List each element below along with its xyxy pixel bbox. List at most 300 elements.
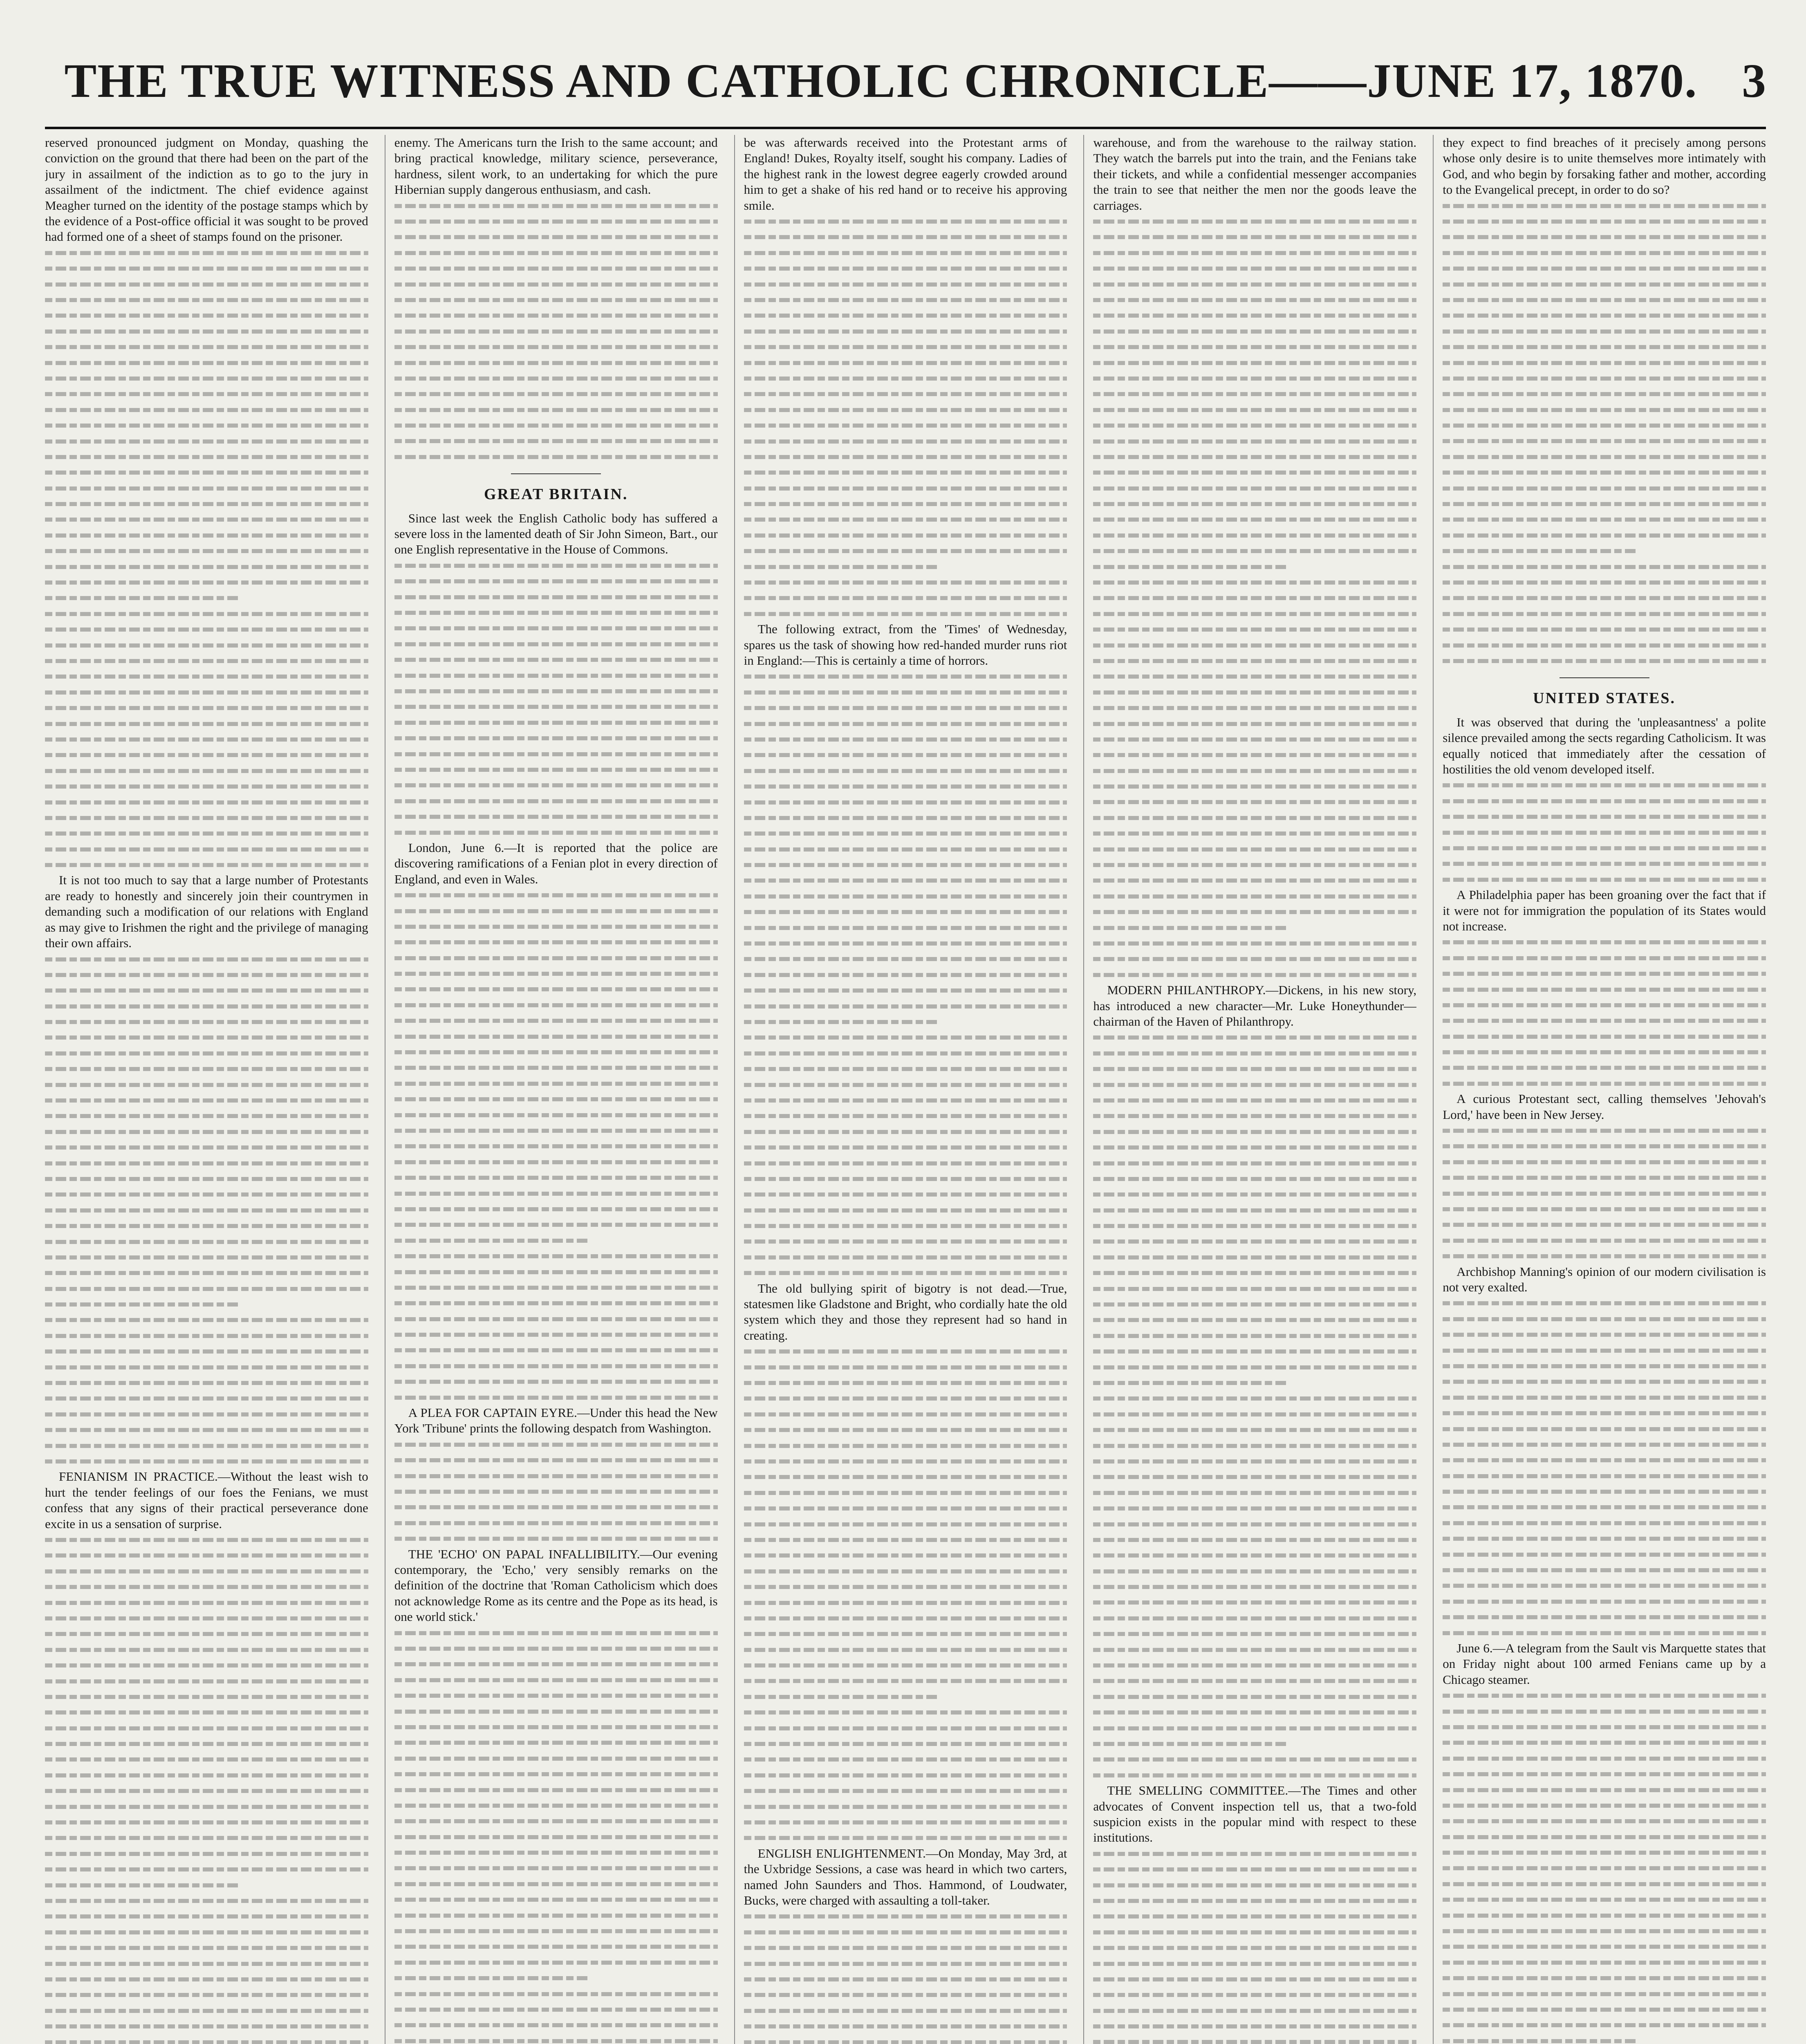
text-line <box>744 1077 1067 1092</box>
text-line <box>45 1186 368 1202</box>
text-line <box>394 245 718 260</box>
article-paragraph: It was observed that during the 'unpleasantness' a polite silence prevailed among the sects regarding Catholicism. It was equally noticed that immediately after the cessation of hostilities the old venom developed itself. <box>1443 715 1766 776</box>
text-line <box>744 355 1067 370</box>
text-line <box>744 245 1067 260</box>
text-line <box>744 1233 1067 1249</box>
text-line <box>394 1719 718 1735</box>
text-line <box>45 1751 368 1767</box>
text-line <box>394 1280 718 1295</box>
text-line <box>45 590 239 605</box>
text-line <box>1093 590 1416 605</box>
text-line <box>1093 464 1416 480</box>
text-line <box>45 1029 368 1045</box>
text-line <box>744 213 1067 229</box>
text-line <box>1443 1954 1766 1970</box>
text-line <box>394 966 718 981</box>
text-line <box>45 794 368 810</box>
text-line <box>394 809 718 824</box>
article-paragraph: June 6.—A telegram from the Sault vis Marquette states that on Friday night about 100 armed Fenians came up by a Chicago steamer. <box>1443 1641 1766 1687</box>
text-line <box>1093 1155 1416 1171</box>
text-line <box>744 778 1067 794</box>
text-line <box>1093 1438 1416 1453</box>
text-line <box>1093 967 1416 982</box>
text-line <box>394 573 718 589</box>
text-line <box>1443 1248 1766 1264</box>
text-line <box>1443 402 1766 417</box>
text-line <box>1093 1846 1416 1861</box>
text-line <box>1443 511 1766 527</box>
text-line <box>394 887 718 903</box>
text-line <box>394 1311 718 1327</box>
text-line <box>394 1656 718 1672</box>
text-line <box>45 1281 368 1296</box>
text-line <box>744 1045 1067 1061</box>
text-line <box>1443 543 1636 558</box>
text-line <box>744 1485 1067 1500</box>
text-line <box>394 1091 718 1107</box>
text-line <box>1093 1626 1416 1641</box>
text-line <box>1443 1029 1766 1044</box>
text-line <box>394 950 718 966</box>
text-line <box>744 1971 1067 1987</box>
text-line <box>1443 637 1766 653</box>
text-line <box>45 982 368 998</box>
text-line <box>744 1720 1067 1736</box>
text-line <box>744 2003 1067 2018</box>
text-line <box>394 1327 718 1342</box>
text-line <box>1093 1485 1416 1500</box>
page-number: 3 <box>1742 54 1766 108</box>
text-line <box>744 1767 1067 1783</box>
body-text-block <box>1093 1846 1416 2044</box>
text-line <box>45 339 368 354</box>
text-line <box>744 559 938 574</box>
text-line <box>45 1155 368 1171</box>
text-line <box>1443 198 1766 213</box>
text-line <box>45 276 368 292</box>
text-line <box>394 715 718 730</box>
text-line <box>1093 1328 1416 1343</box>
text-line <box>744 998 1067 1014</box>
text-line <box>1443 433 1766 448</box>
text-line <box>45 480 368 496</box>
text-line <box>394 1923 718 1939</box>
text-line <box>1093 1265 1416 1280</box>
text-line <box>1443 1437 1766 1452</box>
text-line <box>744 888 1067 904</box>
text-line <box>45 260 368 276</box>
text-line <box>45 1971 368 1987</box>
text-line <box>45 998 368 1014</box>
body-text-block <box>45 951 368 1469</box>
text-line <box>1093 386 1416 401</box>
article-paragraph: they expect to find breaches of it precisely among persons whose only desire is to unite themselves more intimately with God, and who begin by forsaking father and mother, according to the Evangelical precept, in order to do so? <box>1443 135 1766 197</box>
text-line <box>1443 1719 1766 1735</box>
text-line <box>45 1987 368 2002</box>
text-line <box>45 1390 368 1406</box>
text-line <box>1093 1971 1416 1987</box>
text-line <box>394 213 718 229</box>
body-text-block <box>394 1625 718 2044</box>
text-line <box>394 668 718 683</box>
text-line <box>45 559 368 574</box>
text-line <box>1443 2033 1636 2044</box>
text-line <box>394 699 718 714</box>
text-line <box>1093 574 1416 590</box>
text-line <box>45 449 368 464</box>
text-line <box>744 1061 1067 1076</box>
text-line <box>394 1782 718 1797</box>
text-line <box>744 1202 1067 1218</box>
section-rule <box>511 473 601 474</box>
text-line <box>1093 1045 1416 1061</box>
text-line <box>394 1186 718 1201</box>
article-paragraph: A curious Protestant sect, calling themselves 'Jehovah's Lord,' have been in New Jersey. <box>1443 1091 1766 1122</box>
text-line <box>394 449 718 464</box>
text-line <box>744 2018 1067 2034</box>
text-line <box>1443 1311 1766 1327</box>
text-line <box>45 810 368 825</box>
text-line <box>45 841 368 857</box>
text-line <box>1443 934 1766 950</box>
text-line <box>744 1092 1067 1108</box>
text-line <box>394 229 718 244</box>
text-line <box>1093 1124 1416 1139</box>
text-line <box>1093 1767 1416 1783</box>
section-rule <box>1560 677 1649 678</box>
text-line <box>1093 1312 1416 1327</box>
text-line <box>1443 1154 1766 1170</box>
text-line <box>744 1830 1067 1845</box>
text-line <box>744 1438 1067 1453</box>
text-line <box>744 2034 1067 2044</box>
text-line <box>394 1342 718 1358</box>
text-line <box>1443 370 1766 386</box>
text-line <box>1093 1108 1416 1123</box>
text-line <box>744 904 1067 919</box>
text-line <box>45 1375 368 1390</box>
text-line <box>1093 1532 1416 1547</box>
text-line <box>744 841 1067 857</box>
newspaper-page <box>45 25 1766 2044</box>
text-line <box>744 1532 1067 1547</box>
body-text-block <box>1443 1688 1766 2044</box>
text-line <box>1443 1546 1766 1562</box>
text-line <box>45 1045 368 1061</box>
text-line <box>1443 1750 1766 1766</box>
text-line <box>394 1107 718 1123</box>
text-line <box>1443 1766 1766 1782</box>
text-line <box>1093 213 1416 229</box>
text-line <box>1093 794 1416 809</box>
text-line <box>1443 464 1766 480</box>
text-line <box>1093 496 1416 511</box>
text-line <box>1093 747 1416 762</box>
text-line <box>394 1892 718 1907</box>
text-line <box>744 1689 938 1704</box>
text-line <box>744 1108 1067 1123</box>
text-line <box>394 934 718 950</box>
text-line <box>1443 1907 1766 1923</box>
text-line <box>1093 1704 1416 1720</box>
body-text-block <box>744 1908 1067 2044</box>
text-line <box>1093 1689 1416 1704</box>
text-line <box>1443 777 1766 793</box>
text-line <box>45 1547 368 1563</box>
text-line <box>45 716 368 731</box>
text-line <box>744 1924 1067 1940</box>
text-line <box>1443 1499 1766 1515</box>
text-line <box>45 951 368 967</box>
text-line <box>394 1703 718 1719</box>
text-line <box>1443 872 1766 887</box>
article-paragraph: Since last week the English Catholic body has suffered a severe loss in the lamented death of Sir John Simeon, Bart., our one English representative in the House of Commons. <box>394 511 718 557</box>
text-line <box>744 1783 1067 1798</box>
text-line <box>744 747 1067 762</box>
text-line <box>1093 2034 1416 2044</box>
text-line <box>394 762 718 777</box>
text-line <box>1093 1736 1287 1751</box>
text-line <box>744 731 1067 747</box>
text-line <box>1093 778 1416 794</box>
text-line <box>1093 1673 1416 1688</box>
text-line <box>1443 2001 1766 2017</box>
text-line <box>744 229 1067 244</box>
text-line <box>394 1044 718 1060</box>
body-text-block <box>1443 1123 1766 1264</box>
text-line <box>1093 1359 1416 1375</box>
text-line <box>45 747 368 762</box>
text-line <box>45 245 368 260</box>
text-line <box>744 1500 1067 1516</box>
text-line <box>1093 1940 1416 1955</box>
text-line <box>45 1234 368 1249</box>
text-line <box>45 1406 368 1422</box>
text-line <box>45 731 368 747</box>
article-paragraph: It is not too much to say that a large number of Protestants are ready to honestly and sincerely join their countrymen in demanding such a modification of our relations with England as may give to Irishmen the right and the privilege of managing their own affairs. <box>45 873 368 950</box>
text-line <box>1443 1233 1766 1248</box>
text-line <box>1443 1939 1766 1954</box>
text-line <box>744 967 1067 982</box>
body-text-block <box>394 887 718 1405</box>
body-text-block <box>45 1532 368 2044</box>
text-line <box>1093 1343 1416 1359</box>
text-line <box>1443 1860 1766 1876</box>
text-line <box>1443 1484 1766 1499</box>
text-line <box>45 1312 368 1327</box>
text-line <box>45 1814 368 1830</box>
text-line <box>744 716 1067 731</box>
text-line <box>394 997 718 1013</box>
text-line <box>744 1265 1067 1280</box>
text-line <box>744 1736 1067 1751</box>
text-line <box>1443 982 1766 997</box>
text-line <box>744 1987 1067 2002</box>
text-line <box>45 1673 368 1689</box>
text-line <box>744 763 1067 778</box>
text-line <box>45 1014 368 1029</box>
text-line <box>45 1579 368 1594</box>
text-line <box>744 606 1067 621</box>
text-line <box>45 355 368 370</box>
text-line <box>744 449 1067 464</box>
text-line <box>45 1359 368 1375</box>
text-line <box>45 857 368 872</box>
text-line <box>394 1138 718 1154</box>
text-line <box>744 1139 1067 1155</box>
text-line <box>1443 1923 1766 1939</box>
text-line <box>45 1877 239 1893</box>
text-line <box>394 1390 718 1405</box>
body-text-block <box>394 558 718 840</box>
text-line <box>1443 1138 1766 1154</box>
text-line <box>1443 825 1766 840</box>
body-text-block <box>1443 777 1766 887</box>
text-line <box>45 464 368 480</box>
text-line <box>45 402 368 417</box>
text-line <box>394 1766 718 1782</box>
body-text-block <box>1443 934 1766 1091</box>
text-line <box>45 1908 368 1924</box>
text-line <box>394 370 718 386</box>
text-line <box>394 1029 718 1044</box>
text-line <box>45 1108 368 1123</box>
text-line <box>1093 1077 1416 1092</box>
text-line <box>1443 1452 1766 1468</box>
article-paragraph: reserved pronounced judgment on Monday, quashing the conviction on the ground that there had been on the part of the jury in assailment of the indiction as to go to the jury in assailment of the indictment. The chief evidence against Meagher turned on the identity of the postage stamps which by the evidence of a Post-office official it was sought to be proved had formed one of a sheet of stamps found on the prisoner. <box>45 135 368 244</box>
text-line <box>394 1813 718 1829</box>
text-line <box>1093 1657 1416 1673</box>
text-line <box>394 777 718 793</box>
body-text-block <box>1093 213 1416 982</box>
text-line <box>1443 1813 1766 1829</box>
text-line <box>1443 1421 1766 1437</box>
text-line <box>1443 590 1766 605</box>
text-line <box>1093 1547 1416 1563</box>
text-line <box>45 825 368 841</box>
text-line <box>1093 323 1416 339</box>
text-line <box>45 1767 368 1783</box>
text-line <box>1093 1861 1416 1877</box>
text-line <box>394 605 718 620</box>
text-line <box>394 198 718 213</box>
text-line <box>1443 417 1766 433</box>
text-line <box>394 1876 718 1892</box>
text-line <box>744 1186 1067 1202</box>
text-line <box>1443 1390 1766 1405</box>
text-line <box>394 825 718 840</box>
text-line <box>45 2003 368 2018</box>
text-line <box>1093 1500 1416 1516</box>
text-line <box>744 1469 1067 1484</box>
text-line <box>45 1077 368 1092</box>
text-line <box>1093 543 1416 558</box>
text-line <box>1093 449 1416 464</box>
text-line <box>394 307 718 323</box>
text-line <box>1443 1531 1766 1546</box>
text-line <box>1093 1061 1416 1076</box>
text-line <box>1443 809 1766 824</box>
text-line <box>1443 229 1766 244</box>
text-line <box>1443 1688 1766 1703</box>
text-line <box>394 652 718 667</box>
text-line <box>45 417 368 433</box>
text-line <box>1443 1594 1766 1609</box>
text-line <box>744 1610 1067 1626</box>
text-line <box>1093 1406 1416 1422</box>
article-columns <box>45 135 1766 2044</box>
text-line <box>1443 1797 1766 1813</box>
text-line <box>744 1751 1067 1767</box>
text-line <box>394 1076 718 1091</box>
text-line <box>1093 245 1416 260</box>
text-line <box>1093 1563 1416 1579</box>
text-line <box>1443 653 1766 668</box>
text-line <box>1093 684 1416 700</box>
text-line <box>1443 1625 1766 1641</box>
text-line <box>1443 1578 1766 1593</box>
text-line <box>394 260 718 276</box>
text-line <box>744 1155 1067 1171</box>
article-paragraph: A Philadelphia paper has been groaning over the fact that if it were not for immigration the population of its States would not increase. <box>1443 888 1766 933</box>
text-line <box>1093 339 1416 354</box>
text-line <box>394 292 718 307</box>
text-line <box>1443 1986 1766 2001</box>
text-line <box>1443 1515 1766 1531</box>
text-line <box>1093 1422 1416 1437</box>
section-heading: GREAT BRITAIN. <box>484 486 628 503</box>
text-line <box>744 1406 1067 1422</box>
text-line <box>1093 1908 1416 1924</box>
text-line <box>744 872 1067 888</box>
text-line <box>1093 1390 1416 1406</box>
text-line <box>1443 1217 1766 1232</box>
text-line <box>45 668 368 684</box>
text-line <box>394 402 718 417</box>
text-line <box>744 590 1067 605</box>
article-paragraph: THE SMELLING COMMITTEE.—The Times and other advocates of Convent inspection tell us, that a two-fold suspicion exists in the popular mind with respect to these institutions. <box>1093 1783 1417 1845</box>
text-line <box>394 1672 718 1688</box>
text-line <box>744 1516 1067 1532</box>
text-line <box>744 1390 1067 1406</box>
text-line <box>1093 276 1416 292</box>
text-line <box>744 1956 1067 1971</box>
text-line <box>744 402 1067 417</box>
text-line <box>1443 260 1766 276</box>
article-paragraph: ENGLISH ENLIGHTENMENT.—On Monday, May 3rd, at the Uxbridge Sessions, a case was heard in which two carters, named John Saunders and Thos. Hammond, of Loudwater, Bucks, were charged with assaulting a toll-taker. <box>744 1846 1067 1907</box>
article-paragraph: The old bullying spirit of bigotry is not dead.—True, statesmen like Gladstone and Bright, who cordially hate the old system which they and those they represent had so hand in creating. <box>744 1281 1067 1342</box>
text-line <box>394 417 718 433</box>
text-line <box>744 794 1067 810</box>
text-line <box>1443 559 1766 574</box>
text-line <box>1443 307 1766 323</box>
text-line <box>744 370 1067 386</box>
article-paragraph: The following extract, from the 'Times' of Wednesday, spares us the task of showing how red-handed murder runs riot in England:—This is certainly a time of horrors. <box>744 622 1067 668</box>
article-paragraph: London, June 6.—It is reported that the police are discovering ramifications of a Fenian plot in every direction of England, and even in Wales. <box>394 840 718 886</box>
body-text-block <box>394 198 718 465</box>
text-line <box>394 1201 718 1217</box>
text-line <box>1443 1186 1766 1201</box>
text-line <box>1093 1186 1416 1202</box>
text-line <box>45 496 368 511</box>
text-line <box>45 763 368 778</box>
text-line <box>744 1940 1067 1955</box>
text-line <box>45 1830 368 1845</box>
text-line <box>394 1295 718 1311</box>
text-line <box>394 433 718 448</box>
text-line <box>1093 1469 1416 1484</box>
text-line <box>744 1422 1067 1437</box>
